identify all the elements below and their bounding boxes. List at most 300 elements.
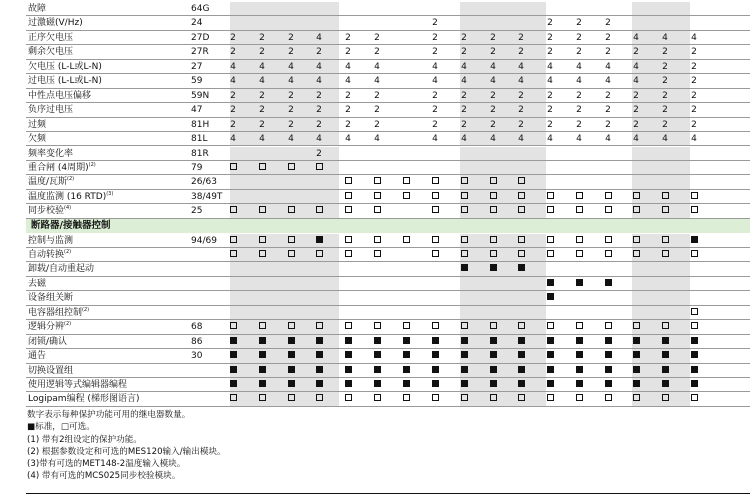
- column-group-shade: [460, 45, 546, 58]
- column-group-shade: [632, 147, 690, 160]
- optional-marker: [631, 190, 641, 204]
- optional-marker: [660, 248, 670, 262]
- function-label-text: 温度监测 (16 RTD): [28, 191, 107, 202]
- optional-square-icon: [403, 192, 410, 199]
- relay-count: 4: [288, 61, 294, 72]
- optional-marker: [574, 190, 584, 204]
- standard-square-icon: [490, 264, 497, 271]
- optional-marker: [286, 392, 296, 406]
- standard-square-icon: [691, 380, 698, 387]
- optional-marker: [314, 320, 324, 334]
- optional-marker: [545, 204, 555, 218]
- standard-square-icon: [547, 380, 554, 387]
- footnote-ref: (2): [67, 176, 75, 183]
- optional-marker: [286, 204, 296, 218]
- relay-count: 4: [461, 134, 467, 145]
- optional-marker: [488, 175, 498, 189]
- footnote-3: (3)带有可选的MET148-2温度输入模块。: [27, 459, 186, 470]
- column-group-shade: [632, 175, 690, 188]
- optional-marker: [574, 204, 584, 218]
- column-group-shade: [230, 190, 339, 203]
- function-label-text: 过激磁(V/Hz): [28, 18, 83, 29]
- standard-square-icon: [518, 380, 525, 387]
- standard-square-icon: [518, 337, 525, 344]
- optional-square-icon: [547, 322, 554, 329]
- column-group-shade: [460, 16, 546, 29]
- optional-marker: [631, 204, 641, 218]
- standard-marker: [603, 349, 613, 363]
- standard-square-icon: [316, 337, 323, 344]
- relay-count: 4: [374, 134, 380, 145]
- column-group-shade: [632, 262, 690, 275]
- relay-count: 2: [432, 105, 438, 116]
- column-group-shade: [460, 103, 546, 116]
- optional-marker: [516, 248, 526, 262]
- standard-marker: [372, 349, 382, 363]
- optional-marker: [545, 234, 555, 248]
- ansi-code: 68: [191, 322, 203, 333]
- standard-marker: [516, 378, 526, 392]
- standard-marker: [228, 349, 238, 363]
- standard-marker: [401, 364, 411, 378]
- optional-square-icon: [374, 250, 381, 257]
- standard-marker: [430, 378, 440, 392]
- standard-square-icon: [576, 351, 583, 358]
- standard-marker: [401, 335, 411, 349]
- relay-count: 2: [461, 47, 467, 58]
- standard-marker: [631, 378, 641, 392]
- standard-square-icon: [432, 351, 439, 358]
- optional-marker: [660, 204, 670, 218]
- standard-square-icon: [230, 380, 237, 387]
- column-group-shade: [230, 277, 339, 290]
- ansi-code: 24: [191, 18, 203, 29]
- optional-square-icon: [518, 322, 525, 329]
- optional-marker: [343, 234, 353, 248]
- relay-count: 4: [547, 61, 553, 72]
- function-label-text: 去磁: [28, 278, 47, 289]
- relay-count: 2: [345, 32, 351, 43]
- optional-square-icon: [288, 206, 295, 213]
- column-group-shade: [460, 175, 546, 188]
- relay-count: 4: [345, 134, 351, 145]
- standard-marker: [459, 378, 469, 392]
- table-row: [26, 103, 750, 117]
- column-group-shade: [460, 89, 546, 102]
- column-group-shade: [460, 190, 546, 203]
- optional-square-icon: [547, 206, 554, 213]
- optional-marker: [459, 204, 469, 218]
- relay-count: 4: [316, 61, 322, 72]
- optional-square-icon: [605, 236, 612, 243]
- function-label: [28, 45, 73, 59]
- relay-count: 4: [633, 61, 639, 72]
- relay-count: 2: [547, 47, 553, 58]
- optional-square-icon: [547, 236, 554, 243]
- table-row: [26, 60, 750, 74]
- column-group-shade: [460, 147, 546, 160]
- optional-square-icon: [345, 206, 352, 213]
- function-label-text: 欠频: [28, 134, 47, 145]
- optional-square-icon: [662, 206, 669, 213]
- relay-count: 2: [576, 119, 582, 130]
- optional-square-icon: [490, 206, 497, 213]
- optional-square-icon: [374, 236, 381, 243]
- column-group-shade: [460, 234, 546, 247]
- ansi-code: 81R: [191, 148, 209, 159]
- function-label: [28, 349, 46, 363]
- relay-count: 2: [691, 76, 697, 87]
- standard-square-icon: [461, 337, 468, 344]
- relay-count: 2: [490, 90, 496, 101]
- relay-count: 2: [518, 105, 524, 116]
- table-row: [26, 74, 750, 88]
- standard-marker: [488, 262, 498, 276]
- standard-marker: [603, 335, 613, 349]
- optional-square-icon: [633, 322, 640, 329]
- optional-marker: [488, 234, 498, 248]
- footnote-ref: (4): [64, 205, 72, 212]
- standard-marker: [545, 335, 555, 349]
- standard-marker: [372, 378, 382, 392]
- relay-count: 2: [230, 105, 236, 116]
- table-row: [26, 132, 750, 146]
- relay-count: 2: [605, 90, 611, 101]
- standard-square-icon: [605, 366, 612, 373]
- relay-count: 2: [662, 61, 668, 72]
- relay-count: 2: [288, 105, 294, 116]
- optional-marker: [430, 320, 440, 334]
- relay-count: 2: [633, 47, 639, 58]
- standard-square-icon: [461, 264, 468, 271]
- standard-square-icon: [374, 366, 381, 373]
- optional-marker: [257, 161, 267, 175]
- standard-marker: [574, 378, 584, 392]
- optional-marker: [257, 204, 267, 218]
- optional-marker: [228, 320, 238, 334]
- optional-marker: [459, 190, 469, 204]
- optional-marker: [660, 234, 670, 248]
- optional-marker: [660, 320, 670, 334]
- relay-count: 2: [605, 119, 611, 130]
- optional-square-icon: [230, 236, 237, 243]
- optional-marker: [372, 320, 382, 334]
- optional-square-icon: [259, 206, 266, 213]
- relay-count: 4: [605, 76, 611, 87]
- optional-square-icon: [633, 250, 640, 257]
- relay-count: 4: [461, 61, 467, 72]
- relay-count: 2: [345, 119, 351, 130]
- table-row: [26, 349, 750, 363]
- standard-marker: [574, 364, 584, 378]
- optional-square-icon: [374, 192, 381, 199]
- standard-marker: [459, 349, 469, 363]
- optional-marker: [574, 248, 584, 262]
- standard-marker: [286, 378, 296, 392]
- optional-marker: [401, 175, 411, 189]
- optional-marker: [689, 190, 699, 204]
- ansi-code: 59N: [191, 90, 210, 101]
- optional-square-icon: [432, 236, 439, 243]
- table-row: [26, 248, 750, 262]
- standard-marker: [228, 364, 238, 378]
- relay-count: 4: [576, 61, 582, 72]
- optional-marker: [689, 204, 699, 218]
- function-label: [28, 103, 73, 117]
- ansi-code: 27R: [191, 47, 209, 58]
- optional-square-icon: [461, 206, 468, 213]
- relay-count: 2: [576, 90, 582, 101]
- standard-marker: [228, 335, 238, 349]
- optional-square-icon: [461, 236, 468, 243]
- standard-square-icon: [633, 351, 640, 358]
- standard-marker: [545, 291, 555, 305]
- ansi-code: 27: [191, 61, 203, 72]
- column-group-shade: [460, 262, 546, 275]
- optional-marker: [459, 320, 469, 334]
- standard-square-icon: [691, 337, 698, 344]
- function-label: [28, 335, 67, 349]
- relay-count: 4: [691, 32, 697, 43]
- relay-count: 2: [633, 105, 639, 116]
- optional-marker: [430, 190, 440, 204]
- function-label-text: 闭锁/确认: [28, 336, 68, 347]
- relay-count: 2: [374, 119, 380, 130]
- relay-count: 4: [288, 76, 294, 87]
- standard-marker: [401, 378, 411, 392]
- standard-marker: [343, 364, 353, 378]
- optional-square-icon: [259, 250, 266, 257]
- relay-count: 2: [230, 47, 236, 58]
- standard-square-icon: [259, 380, 266, 387]
- optional-marker: [257, 392, 267, 406]
- standard-square-icon: [490, 366, 497, 373]
- standard-marker: [545, 378, 555, 392]
- column-group-shade: [632, 291, 690, 304]
- ansi-code: 86: [191, 336, 203, 347]
- function-label-text: 通告: [28, 351, 47, 362]
- relay-count: 2: [547, 32, 553, 43]
- optional-square-icon: [547, 192, 554, 199]
- optional-marker: [343, 204, 353, 218]
- relay-count: 4: [288, 134, 294, 145]
- relay-count: 4: [432, 134, 438, 145]
- standard-square-icon: [374, 351, 381, 358]
- standard-square-icon: [461, 366, 468, 373]
- optional-square-icon: [633, 206, 640, 213]
- relay-count: 4: [230, 61, 236, 72]
- optional-square-icon: [374, 206, 381, 213]
- relay-count: 2: [432, 47, 438, 58]
- relay-count: 2: [374, 90, 380, 101]
- optional-square-icon: [403, 236, 410, 243]
- relay-count: 4: [576, 76, 582, 87]
- relay-count: 2: [230, 119, 236, 130]
- standard-square-icon: [605, 279, 612, 286]
- optional-square-icon: [691, 206, 698, 213]
- optional-marker: [603, 234, 613, 248]
- optional-marker: [459, 392, 469, 406]
- standard-square-icon: [432, 366, 439, 373]
- relay-count: 4: [518, 76, 524, 87]
- standard-marker: [660, 364, 670, 378]
- optional-marker: [689, 248, 699, 262]
- relay-count: 4: [490, 61, 496, 72]
- relay-count: 4: [316, 32, 322, 43]
- standard-marker: [459, 262, 469, 276]
- standard-square-icon: [461, 380, 468, 387]
- relay-count: 2: [662, 90, 668, 101]
- relay-count: 4: [259, 134, 265, 145]
- relay-count: 2: [518, 32, 524, 43]
- ansi-code: 27D: [191, 32, 210, 43]
- relay-count: 4: [230, 76, 236, 87]
- function-label: [28, 277, 46, 291]
- standard-square-icon: [230, 366, 237, 373]
- relay-count: 4: [633, 76, 639, 87]
- relay-count: 4: [230, 134, 236, 145]
- relay-count: 2: [490, 32, 496, 43]
- optional-square-icon: [259, 394, 266, 401]
- optional-marker: [314, 161, 324, 175]
- standard-marker: [574, 349, 584, 363]
- optional-square-icon: [605, 322, 612, 329]
- relay-count: 4: [345, 76, 351, 87]
- optional-marker: [430, 234, 440, 248]
- ansi-code: 94/69: [191, 235, 217, 246]
- footnote-ref: (2): [82, 306, 90, 313]
- standard-square-icon: [576, 366, 583, 373]
- optional-marker: [372, 204, 382, 218]
- optional-marker: [343, 175, 353, 189]
- table-row: [26, 175, 750, 189]
- optional-marker: [343, 248, 353, 262]
- standard-square-icon: [432, 337, 439, 344]
- optional-marker: [516, 392, 526, 406]
- column-group-shade: [460, 74, 546, 87]
- footnote-numbers: 数字表示每种保护功能可用的继电器数量。: [27, 410, 191, 420]
- function-label: [28, 291, 73, 305]
- relay-count: 2: [518, 119, 524, 130]
- optional-marker: [286, 161, 296, 175]
- relay-count: 2: [288, 32, 294, 43]
- optional-marker: [257, 320, 267, 334]
- function-label-text: 故障: [28, 4, 47, 14]
- standard-marker: [689, 234, 699, 248]
- ansi-code: 30: [191, 351, 203, 362]
- optional-square-icon: [633, 236, 640, 243]
- relay-count: 2: [461, 105, 467, 116]
- standard-square-icon: [547, 293, 554, 300]
- optional-square-icon: [518, 236, 525, 243]
- standard-square-icon: [518, 366, 525, 373]
- optional-square-icon: [605, 250, 612, 257]
- relay-count: 2: [633, 90, 639, 101]
- standard-marker: [286, 349, 296, 363]
- optional-square-icon: [403, 177, 410, 184]
- function-label: [28, 161, 96, 175]
- function-label: [28, 392, 139, 406]
- standard-marker: [516, 349, 526, 363]
- standard-marker: [545, 364, 555, 378]
- function-label-text: 负序过电压: [28, 105, 74, 116]
- relay-count: 4: [345, 61, 351, 72]
- optional-marker: [488, 204, 498, 218]
- standard-square-icon: [230, 337, 237, 344]
- relay-count: 2: [633, 119, 639, 130]
- function-label-text: 频率变化率: [28, 148, 74, 159]
- relay-count: 2: [259, 119, 265, 130]
- optional-marker: [603, 190, 613, 204]
- optional-square-icon: [490, 177, 497, 184]
- relay-count: 2: [576, 105, 582, 116]
- optional-square-icon: [691, 322, 698, 329]
- footnote-4: (4) 带有可选的MCS025同步校验模块。: [27, 471, 181, 482]
- function-label-text: 切换设置组: [28, 365, 74, 376]
- optional-square-icon: [605, 206, 612, 213]
- table-row: [26, 291, 750, 305]
- relay-count: 4: [316, 134, 322, 145]
- relay-count: 4: [547, 76, 553, 87]
- standard-marker: [343, 349, 353, 363]
- function-label-text: 过电压 (L-L或L-N): [28, 76, 102, 87]
- standard-marker: [603, 277, 613, 291]
- relay-count: 4: [518, 61, 524, 72]
- optional-marker: [401, 392, 411, 406]
- column-group-shade: [230, 16, 339, 29]
- standard-marker: [343, 378, 353, 392]
- column-group-shade: [460, 161, 546, 174]
- footnote-ref: (2): [64, 248, 72, 255]
- optional-square-icon: [345, 322, 352, 329]
- optional-square-icon: [345, 394, 352, 401]
- table-row: [26, 378, 750, 392]
- function-label-text: 自动转换: [28, 249, 65, 260]
- relay-count: 4: [662, 32, 668, 43]
- optional-square-icon: [518, 192, 525, 199]
- optional-square-icon: [230, 322, 237, 329]
- relay-count: 4: [259, 76, 265, 87]
- relay-count: 4: [432, 76, 438, 87]
- table-row: [26, 277, 750, 291]
- column-group-shade: [460, 378, 546, 391]
- optional-marker: [689, 306, 699, 320]
- optional-square-icon: [432, 250, 439, 257]
- function-label: [28, 147, 73, 161]
- standard-square-icon: [490, 351, 497, 358]
- optional-marker: [401, 190, 411, 204]
- optional-square-icon: [345, 236, 352, 243]
- table-row: [26, 320, 750, 334]
- standard-square-icon: [432, 380, 439, 387]
- standard-square-icon: [490, 337, 497, 344]
- standard-marker: [372, 364, 382, 378]
- relay-count: 2: [316, 105, 322, 116]
- optional-marker: [459, 248, 469, 262]
- standard-square-icon: [605, 351, 612, 358]
- optional-marker: [430, 175, 440, 189]
- standard-marker: [574, 335, 584, 349]
- relay-count: 4: [547, 134, 553, 145]
- relay-count: 2: [345, 105, 351, 116]
- optional-marker: [459, 175, 469, 189]
- standard-square-icon: [316, 236, 323, 243]
- relay-count: 4: [490, 76, 496, 87]
- optional-square-icon: [345, 250, 352, 257]
- optional-square-icon: [288, 163, 295, 170]
- optional-marker: [574, 392, 584, 406]
- optional-square-icon: [316, 394, 323, 401]
